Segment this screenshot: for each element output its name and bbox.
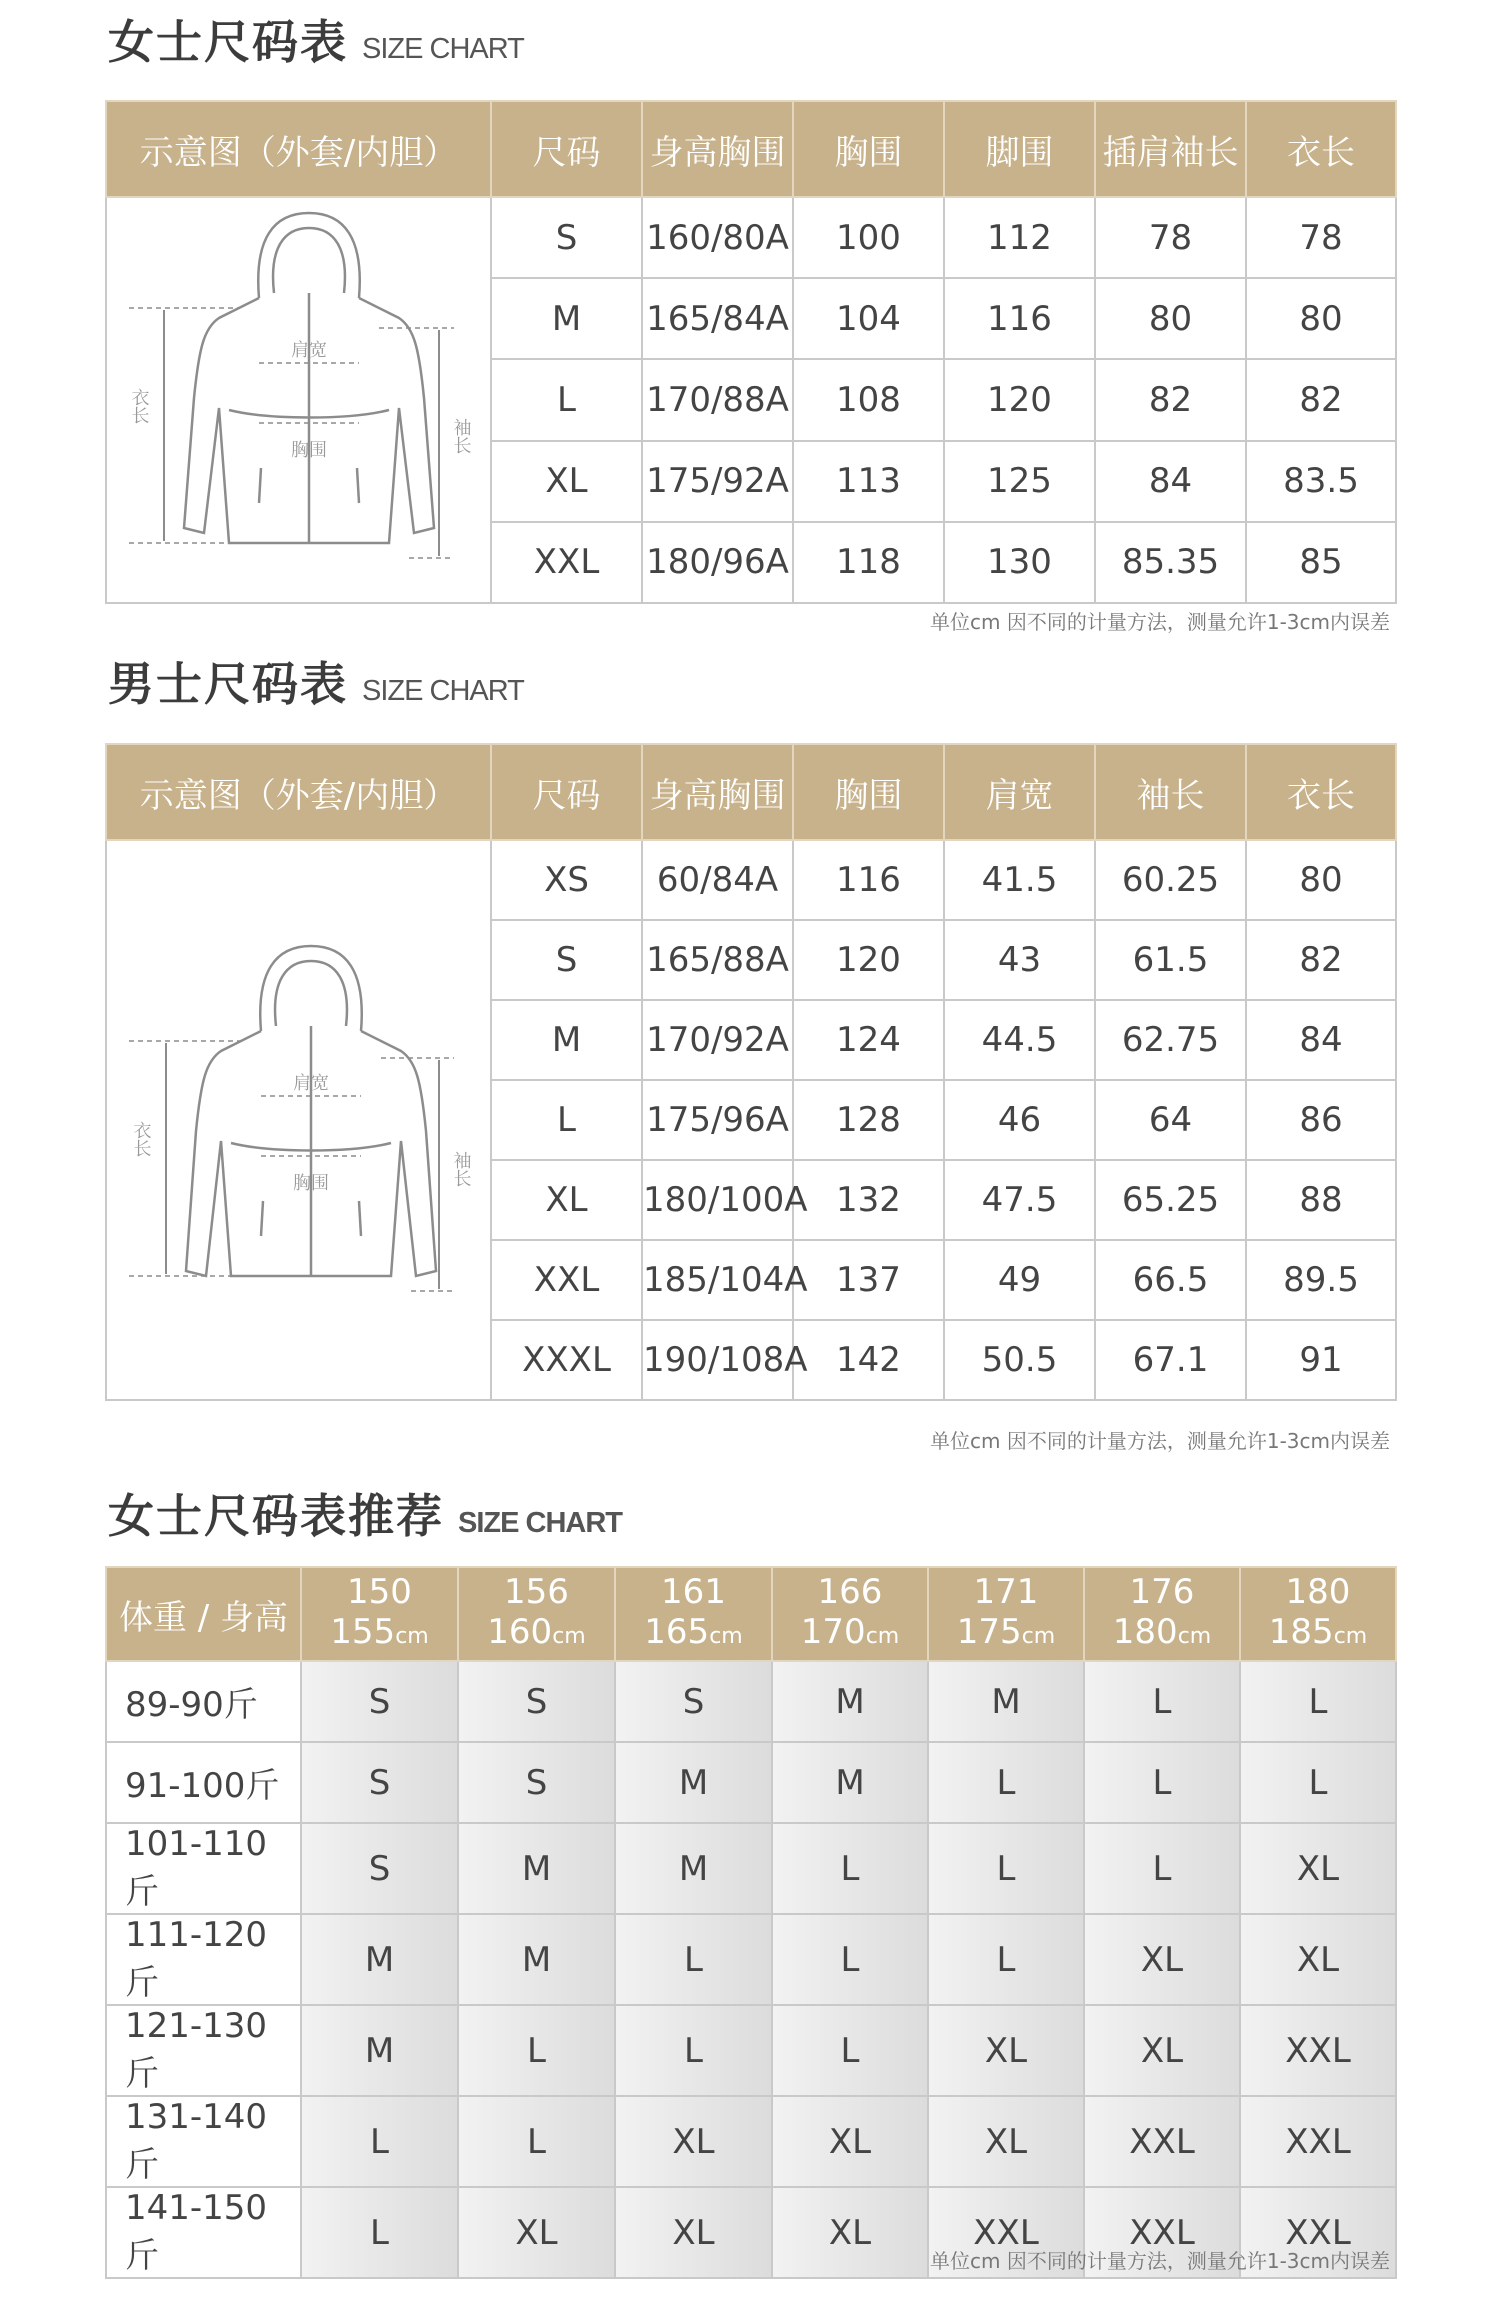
cell-height-chest: 170/88A	[642, 359, 793, 440]
cell-length: 88	[1246, 1160, 1396, 1240]
header-length: 衣长	[1246, 101, 1396, 197]
women-header-row	[106, 101, 1396, 197]
cell-length: 82	[1246, 359, 1396, 440]
cell-size: XL	[1240, 1823, 1396, 1914]
cell-chest: 118	[793, 522, 944, 603]
cell-size: L	[1084, 1742, 1240, 1823]
cell-chest: 116	[793, 840, 944, 920]
header-height: 166 170cm	[772, 1567, 928, 1661]
cell-weight: 141-150斤	[106, 2187, 301, 2278]
cell-sleeve: 65.25	[1095, 1160, 1246, 1240]
cell-size: L	[772, 2005, 928, 2096]
cell-size: L	[1084, 1823, 1240, 1914]
cell-sleeve: 62.75	[1095, 1000, 1246, 1080]
header-chest: 胸围	[793, 744, 944, 840]
cell-chest: 108	[793, 359, 944, 440]
cell-weight: 121-130斤	[106, 2005, 301, 2096]
cell-length: 82	[1246, 920, 1396, 1000]
diagram-label-sleeve: 袖长	[450, 418, 471, 454]
cell-size: L	[772, 1823, 928, 1914]
cell-size: M	[615, 1742, 772, 1823]
recommend-section-title	[108, 1480, 622, 1546]
cell-size: XXL	[1240, 2096, 1396, 2187]
header-height: 176 180cm	[1084, 1567, 1240, 1661]
header-hem: 脚围	[944, 101, 1095, 197]
diagram-label-sleeve: 袖长	[450, 1150, 471, 1187]
cell-height-chest: 190/108A	[642, 1320, 793, 1400]
header-chest: 胸围	[793, 101, 944, 197]
table-row	[106, 1823, 1396, 1914]
cell-length: 80	[1246, 278, 1396, 359]
cell-weight: 89-90斤	[106, 1661, 301, 1742]
cell-length: 86	[1246, 1080, 1396, 1160]
diagram-label-length: 衣长	[130, 1120, 151, 1157]
jacket-diagram	[106, 197, 491, 603]
cell-size: XL	[1084, 2005, 1240, 2096]
cell-size: XL	[928, 2005, 1084, 2096]
cell-sleeve: 67.1	[1095, 1320, 1246, 1400]
cell-shoulder: 43	[944, 920, 1095, 1000]
header-diagram: 示意图（外套/内胆）	[106, 744, 491, 840]
header-height: 156 160cm	[458, 1567, 615, 1661]
cell-height-chest: 180/100A	[642, 1160, 793, 1240]
cell-length: 80	[1246, 840, 1396, 920]
women-size-table	[105, 100, 1397, 604]
cell-size: M	[772, 1742, 928, 1823]
cell-size: XL	[458, 2187, 615, 2278]
recommend-header-row	[106, 1567, 1396, 1661]
cell-size: L	[1240, 1661, 1396, 1742]
cell-height-chest: 175/92A	[642, 441, 793, 522]
cell-length: 83.5	[1246, 441, 1396, 522]
cell-height-chest: 170/92A	[642, 1000, 793, 1080]
cell-chest: 124	[793, 1000, 944, 1080]
cell-length: 78	[1246, 197, 1396, 278]
men-header-row	[106, 744, 1396, 840]
cell-size: XL	[928, 2096, 1084, 2187]
cell-size: M	[772, 1661, 928, 1742]
men-subtitle: SIZE CHART	[362, 675, 524, 707]
cell-shoulder: 41.5	[944, 840, 1095, 920]
cell-size: L	[772, 1914, 928, 2005]
cell-size: L	[301, 2187, 458, 2278]
cell-size: XL	[491, 441, 642, 522]
cell-shoulder: 44.5	[944, 1000, 1095, 1080]
cell-size: S	[301, 1823, 458, 1914]
header-diagram: 示意图（外套/内胆）	[106, 101, 491, 197]
cell-size: L	[928, 1914, 1084, 2005]
cell-weight: 101-110斤	[106, 1823, 301, 1914]
cell-size: XXXL	[491, 1320, 642, 1400]
cell-hem: 116	[944, 278, 1095, 359]
cell-size: L	[928, 1742, 1084, 1823]
cell-sleeve: 78	[1095, 197, 1246, 278]
table-row	[106, 2005, 1396, 2096]
cell-size: L	[301, 2096, 458, 2187]
diagram-label-chest: 胸围	[292, 1172, 329, 1194]
cell-sleeve: 82	[1095, 359, 1246, 440]
women-note: 单位cm 因不同的计量方法，测量允许1-3cm内误差	[930, 610, 1390, 634]
cell-chest: 137	[793, 1240, 944, 1320]
cell-height-chest: 60/84A	[642, 840, 793, 920]
cell-weight: 91-100斤	[106, 1742, 301, 1823]
cell-size: M	[615, 1823, 772, 1914]
cell-size: XXL	[1240, 2005, 1396, 2096]
men-size-table	[105, 743, 1397, 1401]
cell-size: XXL	[1240, 2187, 1396, 2278]
cell-sleeve: 64	[1095, 1080, 1246, 1160]
men-section-title	[108, 648, 524, 714]
cell-size: L	[615, 2005, 772, 2096]
cell-size: M	[301, 2005, 458, 2096]
cell-size: M	[458, 1914, 615, 2005]
cell-size: M	[928, 1661, 1084, 1742]
cell-chest: 128	[793, 1080, 944, 1160]
cell-height-chest: 175/96A	[642, 1080, 793, 1160]
cell-size: XS	[491, 840, 642, 920]
cell-chest: 104	[793, 278, 944, 359]
jacket-diagram	[106, 840, 491, 1400]
cell-size: L	[458, 2005, 615, 2096]
cell-hem: 112	[944, 197, 1095, 278]
diagram-label-shoulder: 肩宽	[290, 340, 327, 361]
cell-size: XXL	[1084, 2096, 1240, 2187]
cell-height-chest: 185/104A	[642, 1240, 793, 1320]
cell-size: XL	[772, 2187, 928, 2278]
table-row	[106, 1742, 1396, 1823]
header-sleeve: 袖长	[1095, 744, 1246, 840]
men-title: 男士尺码表	[108, 657, 348, 711]
cell-size: L	[491, 1080, 642, 1160]
cell-hem: 120	[944, 359, 1095, 440]
cell-weight: 131-140斤	[106, 2096, 301, 2187]
header-shoulder: 肩宽	[944, 744, 1095, 840]
cell-size: L	[458, 2096, 615, 2187]
cell-size: S	[615, 1661, 772, 1742]
jacket-outline-icon	[109, 198, 489, 593]
cell-size: XL	[1084, 1914, 1240, 2005]
cell-size: L	[491, 359, 642, 440]
cell-size: S	[301, 1661, 458, 1742]
cell-length: 91	[1246, 1320, 1396, 1400]
cell-sleeve: 80	[1095, 278, 1246, 359]
recommend-note: 单位cm 因不同的计量方法，测量允许1-3cm内误差	[930, 2249, 1390, 2273]
cell-size: XXL	[1084, 2187, 1240, 2278]
cell-shoulder: 47.5	[944, 1160, 1095, 1240]
recommend-title: 女士尺码表推荐	[108, 1489, 444, 1543]
table-row	[106, 2096, 1396, 2187]
cell-size: S	[491, 197, 642, 278]
diagram-label-length: 衣长	[128, 388, 149, 424]
cell-size: XXL	[491, 1240, 642, 1320]
cell-size: M	[491, 1000, 642, 1080]
recommend-size-table	[105, 1566, 1397, 2279]
cell-height-chest: 165/84A	[642, 278, 793, 359]
cell-chest: 113	[793, 441, 944, 522]
table-row	[106, 197, 1396, 278]
men-note: 单位cm 因不同的计量方法，测量允许1-3cm内误差	[930, 1429, 1390, 1453]
cell-size: XL	[615, 2187, 772, 2278]
cell-size: XXL	[491, 522, 642, 603]
cell-hem: 130	[944, 522, 1095, 603]
cell-height-chest: 165/88A	[642, 920, 793, 1000]
cell-size: S	[301, 1742, 458, 1823]
cell-sleeve: 61.5	[1095, 920, 1246, 1000]
cell-shoulder: 50.5	[944, 1320, 1095, 1400]
cell-sleeve: 84	[1095, 441, 1246, 522]
cell-size: L	[1240, 1742, 1396, 1823]
header-height: 171 175cm	[928, 1567, 1084, 1661]
cell-sleeve: 60.25	[1095, 840, 1246, 920]
cell-sleeve: 66.5	[1095, 1240, 1246, 1320]
cell-size: XL	[615, 2096, 772, 2187]
header-height-chest: 身高胸围	[642, 101, 793, 197]
cell-chest: 132	[793, 1160, 944, 1240]
cell-length: 89.5	[1246, 1240, 1396, 1320]
cell-size: XXL	[928, 2187, 1084, 2278]
table-row	[106, 1914, 1396, 2005]
cell-shoulder: 49	[944, 1240, 1095, 1320]
cell-length: 84	[1246, 1000, 1396, 1080]
cell-size: S	[458, 1661, 615, 1742]
table-row	[106, 840, 1396, 920]
cell-chest: 100	[793, 197, 944, 278]
header-sleeve: 插肩袖长	[1095, 101, 1246, 197]
cell-chest: 120	[793, 920, 944, 1000]
recommend-subtitle: SIZE CHART	[458, 1507, 622, 1539]
cell-height-chest: 180/96A	[642, 522, 793, 603]
cell-size: M	[301, 1914, 458, 2005]
cell-weight: 111-120斤	[106, 1914, 301, 2005]
cell-size: S	[491, 920, 642, 1000]
header-weight-height: 体重 / 身高	[106, 1567, 301, 1661]
cell-size: S	[458, 1742, 615, 1823]
cell-size: M	[458, 1823, 615, 1914]
header-height: 150 155cm	[301, 1567, 458, 1661]
women-section-title	[108, 6, 524, 72]
cell-chest: 142	[793, 1320, 944, 1400]
women-title: 女士尺码表	[108, 15, 348, 69]
cell-size: L	[615, 1914, 772, 2005]
cell-height-chest: 160/80A	[642, 197, 793, 278]
cell-shoulder: 46	[944, 1080, 1095, 1160]
header-size: 尺码	[491, 101, 642, 197]
header-height: 161 165cm	[615, 1567, 772, 1661]
header-size: 尺码	[491, 744, 642, 840]
jacket-outline-icon	[109, 906, 489, 1326]
cell-sleeve: 85.35	[1095, 522, 1246, 603]
header-height-chest: 身高胸围	[642, 744, 793, 840]
table-row	[106, 1661, 1396, 1742]
cell-size: XL	[1240, 1914, 1396, 2005]
women-subtitle: SIZE CHART	[362, 33, 524, 65]
cell-size: XL	[772, 2096, 928, 2187]
cell-size: XL	[491, 1160, 642, 1240]
header-length: 衣长	[1246, 744, 1396, 840]
cell-length: 85	[1246, 522, 1396, 603]
cell-size: L	[1084, 1661, 1240, 1742]
cell-size: M	[491, 278, 642, 359]
diagram-label-chest: 胸围	[290, 440, 327, 461]
diagram-label-shoulder: 肩宽	[292, 1072, 329, 1094]
cell-hem: 125	[944, 441, 1095, 522]
header-height: 180 185cm	[1240, 1567, 1396, 1661]
cell-size: L	[928, 1823, 1084, 1914]
